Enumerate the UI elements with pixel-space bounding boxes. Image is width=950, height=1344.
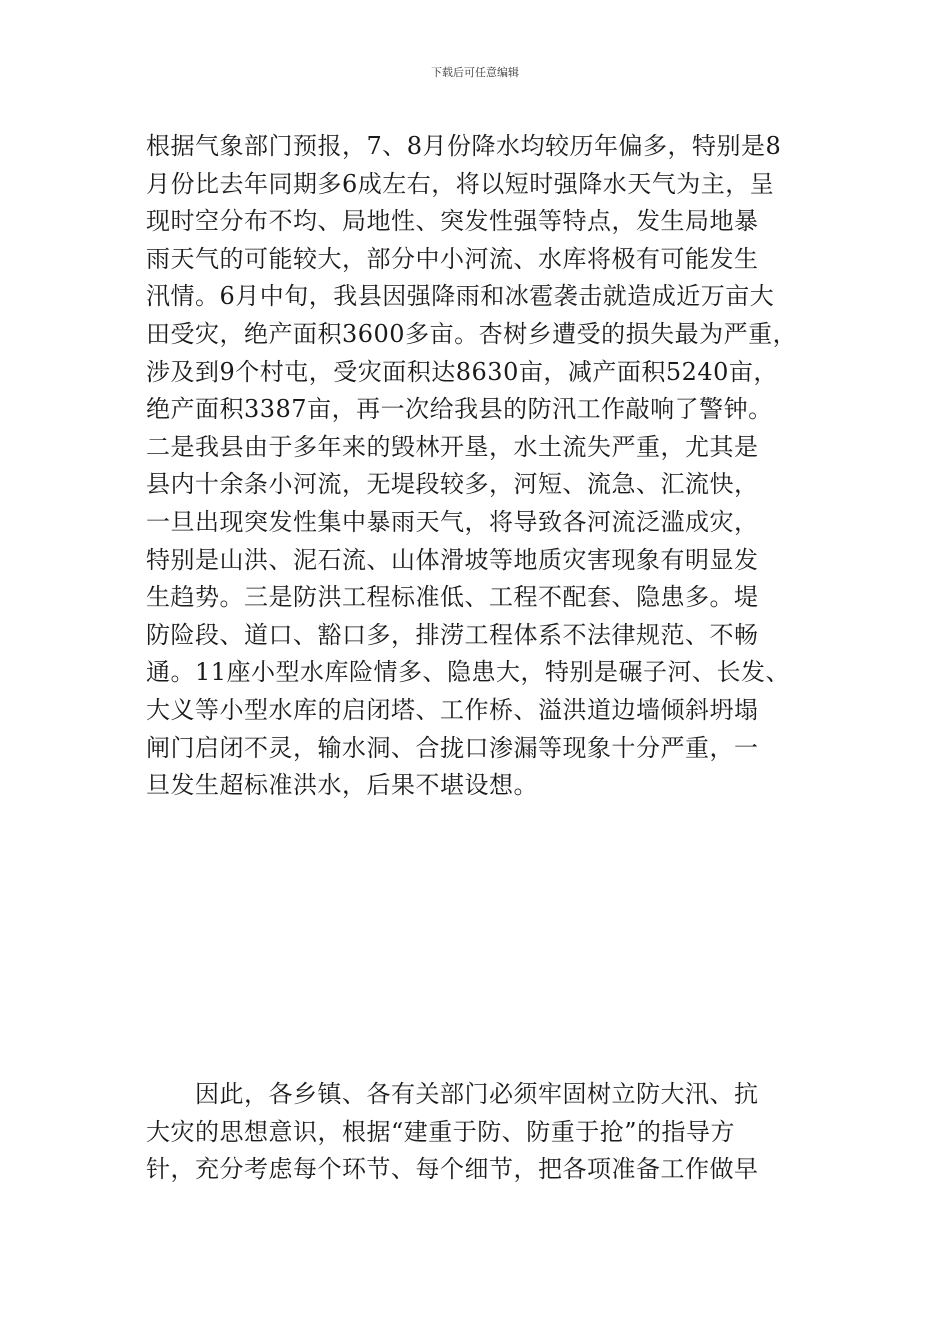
text-line: 一旦出现突发性集中暴雨天气，将导致各河流泛滥成灾， [146,507,759,536]
text-line: 二是我县由于多年来的毁林开垦，水土流失严重，尤其是 [146,432,759,461]
text-line: 旦发生超标准洪水，后果不堪设想。 [146,771,538,800]
text-line: 闸门启闭不灵，输水洞、合拢口渗漏等现象十分严重，一 [146,733,759,762]
text-line: 县内十余条小河流，无堤段较多，河短、流急、汇流快， [146,470,759,499]
text-line: 防险段、道口、豁口多，排涝工程体系不法律规范、不畅 [146,620,759,649]
text-line: 生趋势。三是防洪工程标准低、工程不配套、隐患多。堤 [146,583,759,612]
text-line: 大义等小型水库的启闭塔、工作桥、溢洪道边墙倾斜坍塌 [146,695,759,724]
text-line: 根据气象部门预报，7、8月份降水均较历年偏多，特别是8 [146,132,782,160]
text-line: 月份比去年同期多6成左右，将以短时强降水天气为主，呈 [146,169,775,198]
text-line: 大灾的思想意识，根据“建重于防、防重于抢”的指导方 [146,1117,736,1146]
text-line: 通。11座小型水库险情多、隐患大，特别是碾子河、长发、 [146,658,791,687]
text-line: 雨天气的可能较大，部分中小河流、水库将极有可能发生 [146,244,759,273]
text-line: 现时空分布不均、局地性、突发性强等特点，发生局地暴 [146,207,759,236]
text-line: 田受灾，绝产面积3600多亩。杏树乡遭受的损失最为严重， [146,319,798,348]
text-line: 特别是山洪、泥石流、山体滑坡等地质灾害现象有明显发 [146,545,759,574]
text-line: 针，充分考虑每个环节、每个细节，把各项准备工作做早 [146,1155,759,1184]
page-header: 下载后可任意编辑 [431,66,519,79]
paragraph-1 [146,128,836,805]
text-line: 汛情。6月中旬，我县因强降雨和冰雹袭击就造成近万亩大 [146,282,775,311]
text-line: 涉及到9个村屯，受灾面积达8630亩，减产面积5240亩， [146,357,778,386]
text-line: 绝产面积3387亩，再一次给我县的防汛工作敲响了警钟。 [146,395,773,424]
text-line: 因此，各乡镇、各有关部门必须牢固树立防大汛、抗 [146,1080,759,1108]
paragraph-2 [146,1076,836,1189]
